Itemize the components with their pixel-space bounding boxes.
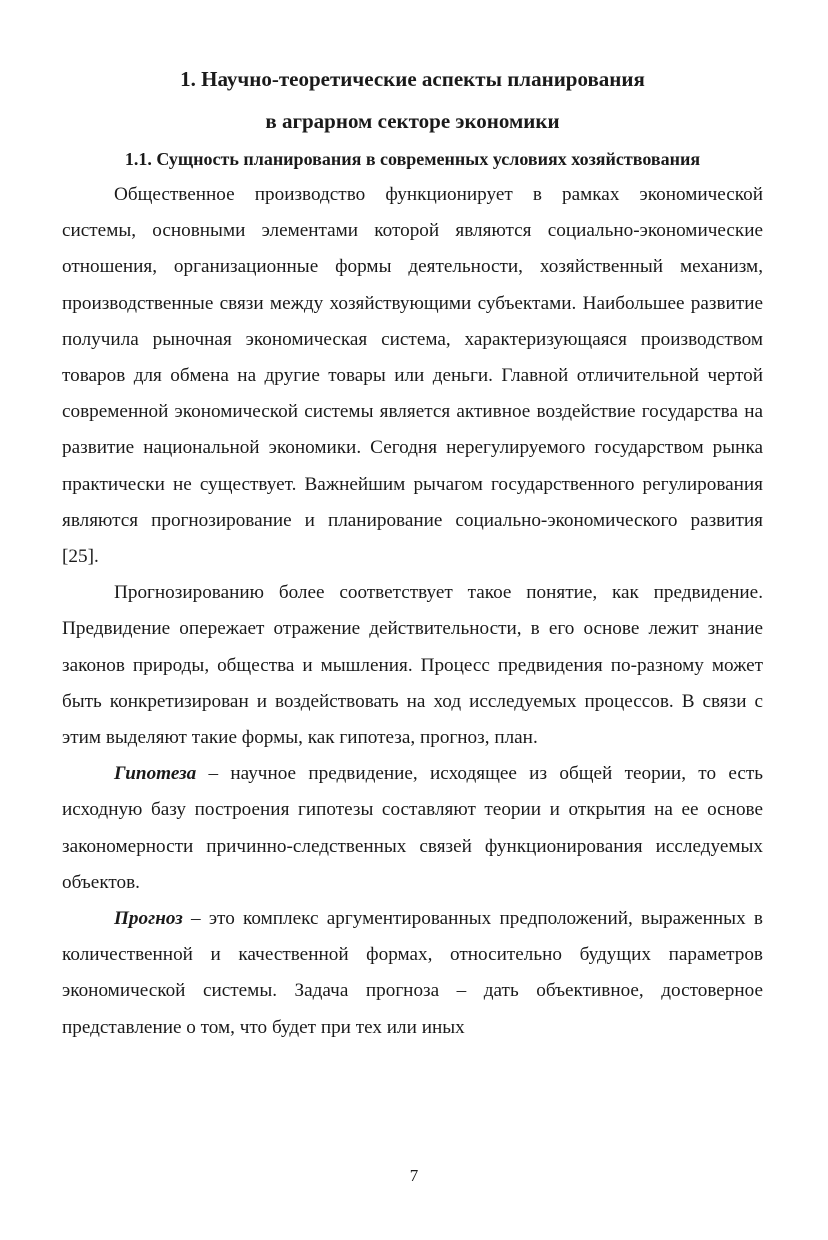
chapter-title-line-2: в аграрном секторе экономики: [265, 109, 560, 133]
page-content: [62, 58, 763, 1046]
paragraph-economic-system: Общественное производство функционирует в рамках экономической системы, основными элементами которой являются социально-экономические отношения, организационные формы деятельности, хозяйственный механизм, производственные связи между хозяйствующими субъектами. Наибольшее развитие получила рыночная экономическая система, характеризующаяся производством товаров для обмена на другие товары или деньги. Главной отличительной чертой современной экономической системы является активное воздействие государства на развитие национальной экономики. Сегодня нерегулируемого государством рынка практически не существует. Важнейшим рычагом государственного регулирования являются прогнозирование и планирование социально-экономического развития [25].: [62, 184, 763, 568]
section-title: 1.1. Сущность планирования в современных условиях хозяйствования: [124, 149, 701, 169]
chapter-title-line-1: 1. Научно-теоретические аспекты планирования: [180, 67, 645, 91]
chapter-title: [62, 58, 763, 142]
hypothesis-definition: – научное предвидение, исходящее из общей теории, то есть исходную базу построения гипотезы составляют теории и открытия на ее основе закономерности причинно-следственных связей функционирования исследуемых объектов.: [62, 763, 763, 893]
paragraph-forecasting: Прогнозированию более соответствует такое понятие, как предвидение. Предвидение опережает отражение действительности, в его основе лежит знание законов природы, общества и мышления. Процесс предвидения по-разному может быть конкретизирован и воздействовать на ход исследуемых процессов. В связи с этим выделяют такие формы, как гипотеза, прогноз, план.: [62, 582, 763, 749]
paragraph-hypothesis: [62, 756, 763, 901]
paragraph-forecast: [62, 901, 763, 1046]
page-number: 7: [409, 1166, 419, 1185]
forecast-definition: – это комплекс аргументированных предположений, выраженных в количественной и качественной формах, относительно будущих параметров экономической системы. Задача прогноза – дать объективное, достоверное представление о том, что будет при тех или иных: [62, 908, 763, 1038]
term-forecast: Прогноз: [114, 908, 183, 930]
term-hypothesis: Гипотеза: [114, 763, 197, 785]
